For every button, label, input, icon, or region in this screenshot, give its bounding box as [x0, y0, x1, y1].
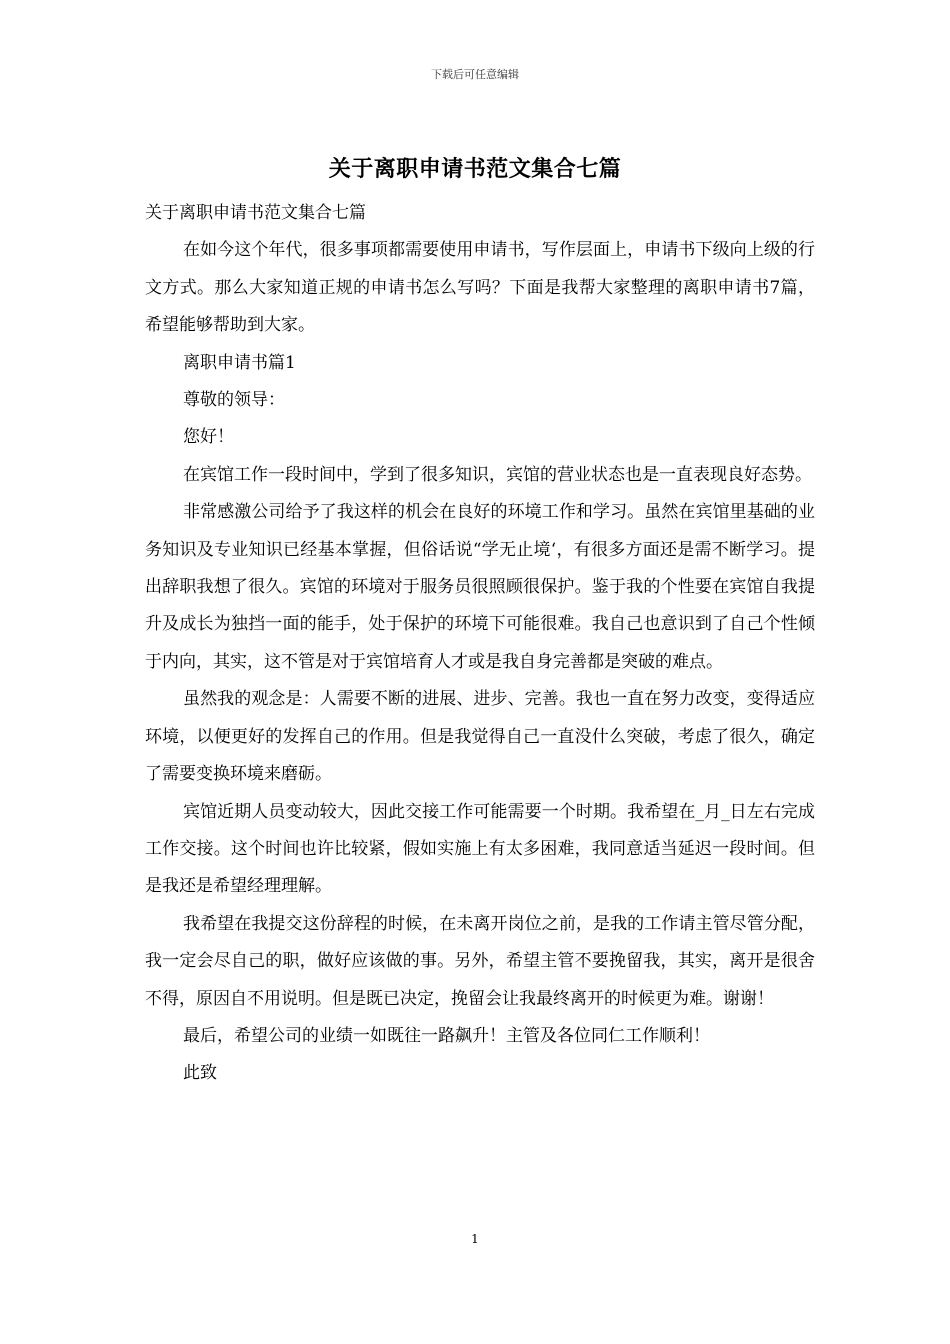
- body-paragraph: 宾馆近期人员变动较大，因此交接工作可能需要一个时期。我希望在_月_日左右完成工作交接。这个时间也许比较紧，假如实施上有太多困难，我同意适当延迟一段时间。但是我还是希望经理理解。: [145, 801, 815, 897]
- document-body: [145, 195, 815, 1093]
- page-number: 1: [471, 1232, 479, 1246]
- body-paragraph: 非常感激公司给予了我这样的机会在良好的环境工作和学习。虽然在宾馆里基础的业务知识及专业知识已经基本掌握，但俗话说“学无止境‘，有很多方面还是需不断学习。提出辞职我想了很久。宾馆的环境对于服务员很照顾很保护。鉴于我的个性要在宾馆自我提升及成长为独挡一面的能手，处于保护的环境下可能很难。我自己也意识到了自己个性倾于内向，其实，这不管是对于宾馆培育人才或是我自身完善都是突破的难点。: [145, 502, 815, 672]
- body-paragraph: 在宾馆工作一段时间中，学到了很多知识，宾馆的营业状态也是一直表现良好态势。: [183, 464, 812, 485]
- salutation: 尊敬的领导：: [183, 390, 285, 411]
- section-heading: 离职申请书篇1: [183, 352, 296, 373]
- greeting: 您好！: [183, 427, 234, 448]
- document-title: 关于离职申请书范文集合七篇: [328, 156, 622, 182]
- closing-phrase: 此致: [183, 1063, 217, 1084]
- header-note: 下载后可任意编辑: [431, 68, 519, 81]
- closing-wish: 最后，希望公司的业绩一如既往一路飙升！主管及各位同仁工作顺利！: [183, 1025, 710, 1046]
- intro-paragraph: 在如今这个年代，很多事项都需要使用申请书，写作层面上，申请书下级向上级的行文方式。那么大家知道正规的申请书怎么写吗？下面是我帮大家整理的离职申请书7篇，希望能够帮助到大家。: [145, 240, 815, 336]
- subtitle-paragraph: 关于离职申请书范文集合七篇: [145, 203, 366, 223]
- body-paragraph: 我希望在我提交这份辞程的时候，在未离开岗位之前，是我的工作请主管尽管分配，我一定会尽自己的职，做好应该做的事。另外，希望主管不要挽留我，其实，离开是很舍不得，原因自不用说明。但是既已决定，挽留会让我最终离开的时候更为难。谢谢！: [145, 913, 815, 1009]
- body-paragraph: 虽然我的观念是：人需要不断的进展、进步、完善。我也一直在努力改变，变得适应环境，以便更好的发挥自己的作用。但是我觉得自己一直没什么突破，考虑了很久，确定了需要变换环境来磨砺。: [145, 689, 815, 785]
